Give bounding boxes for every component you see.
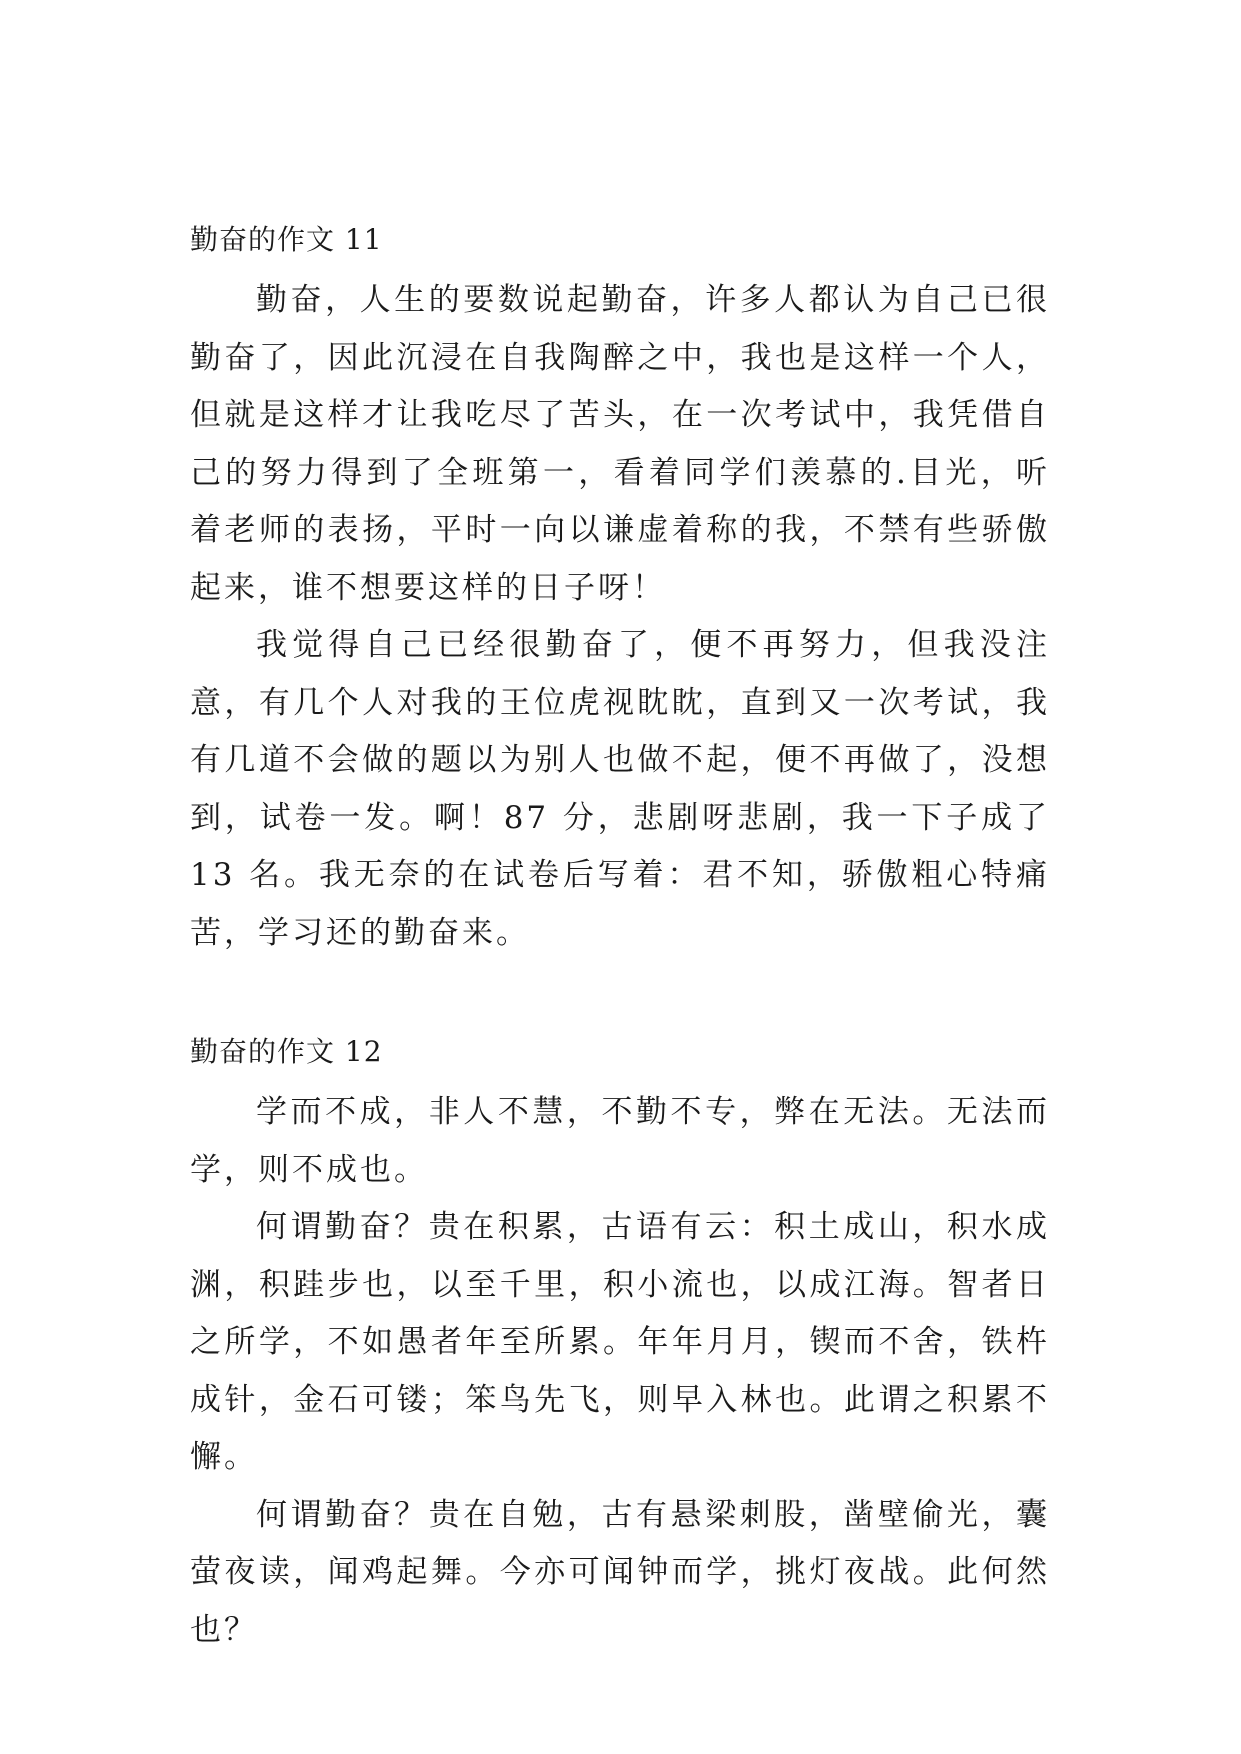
essay-title: 勤奋的作文 11 [190,223,383,256]
essay-paragraph: 何谓勤奋？贵在自勉，古有悬梁刺股，凿壁偷光，囊萤夜读，闻鸡起舞。今亦可闻钟而学，挑灯夜战。此何然也？ [190,1496,1050,1648]
essay-title: 勤奋的作文 12 [190,1035,383,1068]
essay-paragraph: 何谓勤奋？贵在积累，古语有云：积土成山，积水成渊，积跬步也，以至千里，积小流也，以成江海。智者日之所学，不如愚者年至所累。年年月月，锲而不舍，铁杵成针，金石可镂；笨鸟先飞，则早入林也。此谓之积累不懈。 [190,1209,1050,1475]
essay-paragraph: 勤奋，人生的要数说起勤奋，许多人都认为自己已很勤奋了，因此沉浸在自我陶醉之中，我也是这样一个人，但就是这样才让我吃尽了苦头，在一次考试中，我凭借自己的努力得到了全班第一，看着同学们羡慕的.目光，听着老师的表扬，平时一向以谦虚着称的我，不禁有些骄傲起来，谁不想要这样的日子呀！ [190,282,1050,606]
essay-11 [190,220,1050,962]
essay-paragraph: 学而不成，非人不慧，不勤不专，弊在无法。无法而学，则不成也。 [190,1094,1050,1188]
essay-paragraph: 我觉得自己已经很勤奋了，便不再努力，但我没注意，有几个人对我的王位虎视眈眈，直到又一次考试，我有几道不会做的题以为别人也做不起，便不再做了，没想到，试卷一发。啊！87 分，悲剧呀悲剧，我一下子成了 13 名。我无奈的在试卷后写着：君不知，骄傲粗心特痛苦，学习还的勤奋来。 [190,627,1050,951]
essay-12 [190,1032,1050,1659]
